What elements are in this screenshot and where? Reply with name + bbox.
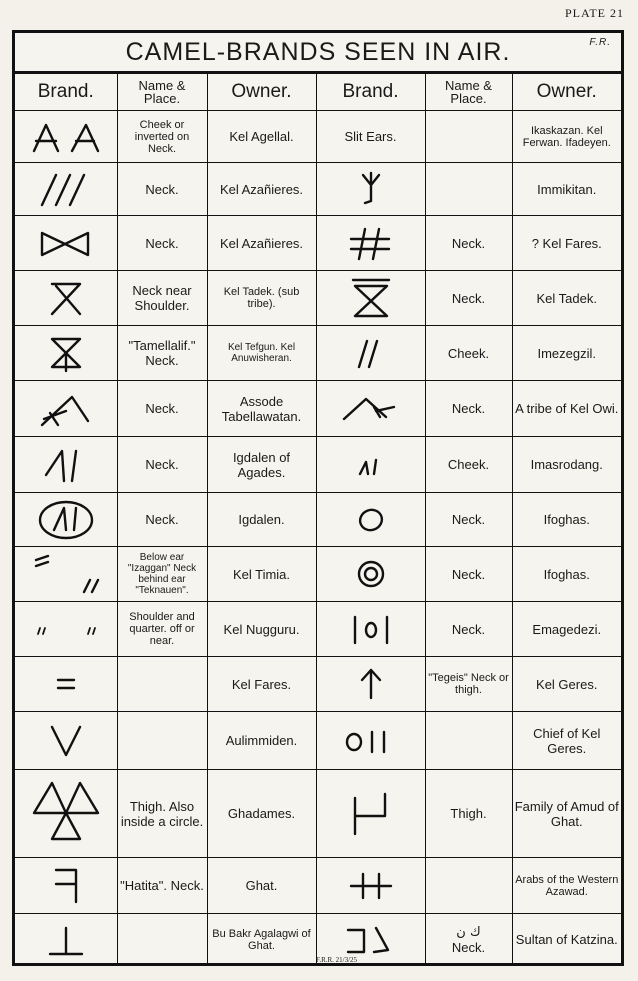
table-row — [15, 437, 621, 493]
header-row — [15, 74, 621, 111]
table-row — [15, 657, 621, 712]
table-cell: Emagedezi. — [512, 602, 621, 657]
brand-glyph-left — [15, 216, 117, 271]
table-cell: Ghadames. — [207, 770, 316, 858]
table-cell: Slit Ears. — [316, 111, 425, 163]
table-cell: Kel Tadek. (sub tribe). — [207, 271, 316, 326]
table-row — [15, 712, 621, 770]
table-cell: Neck. — [117, 437, 207, 493]
table-cell: Neck. — [117, 216, 207, 271]
brand-glyph-left — [15, 657, 117, 712]
table-cell: Thigh. — [425, 770, 512, 858]
brand-glyph-right — [316, 858, 425, 914]
table-cell: Kel Azañieres. — [207, 216, 316, 271]
table-cell: Kel Agellal. — [207, 111, 316, 163]
brand-glyph-left — [15, 712, 117, 770]
header-owner-right: Owner. — [512, 74, 621, 111]
brand-glyph-left — [15, 602, 117, 657]
table-cell: Bu Bakr Agalagwi of Ghat. — [207, 914, 316, 966]
brand-glyph-left — [15, 547, 117, 602]
table-cell: Immikitan. — [512, 163, 621, 216]
table-cell: Kel Fares. — [207, 657, 316, 712]
table-cell: Kel Geres. — [512, 657, 621, 712]
table-row — [15, 858, 621, 914]
header-brand-right: Brand. — [316, 74, 425, 111]
header-owner-left: Owner. — [207, 74, 316, 111]
table-cell: ? Kel Fares. — [512, 216, 621, 271]
table-cell: Cheek or inverted on Neck. — [117, 111, 207, 163]
brand-glyph-right — [316, 216, 425, 271]
table-cell: Family of Amud of Ghat. — [512, 770, 621, 858]
brand-glyph-left — [15, 326, 117, 381]
table-cell — [117, 712, 207, 770]
table-cell: A tribe of Kel Owi. — [512, 381, 621, 437]
table-cell: Imezegzil. — [512, 326, 621, 381]
brand-glyph-right — [316, 547, 425, 602]
table-cell: Kel Azañieres. — [207, 163, 316, 216]
brand-glyph-right — [316, 657, 425, 712]
artist-signature: F.R.R. 21/3/25 — [316, 956, 358, 964]
header-place-left: Name & Place. — [117, 74, 207, 111]
table-cell: Neck. — [425, 493, 512, 547]
table-cell: Cheek. — [425, 326, 512, 381]
brand-glyph-left — [15, 437, 117, 493]
brand-table-frame — [12, 30, 624, 966]
table-cell: Kel Tefgun. Kel Anuwisheran. — [207, 326, 316, 381]
table-cell: Kel Nugguru. — [207, 602, 316, 657]
brand-glyph-right — [316, 712, 425, 770]
brand-glyph-left — [15, 858, 117, 914]
table-row — [15, 163, 621, 216]
brand-glyph-right — [316, 381, 425, 437]
table-cell: Neck. — [425, 547, 512, 602]
table-cell: Sultan of Katzina. — [512, 914, 621, 966]
table-cell — [425, 858, 512, 914]
table-row — [15, 381, 621, 437]
artist-initials: F.R. — [589, 37, 611, 48]
brand-glyph-right — [316, 602, 425, 657]
table-cell — [425, 111, 512, 163]
table-row — [15, 216, 621, 271]
table-row — [15, 493, 621, 547]
brand-glyph-left — [15, 381, 117, 437]
table-cell: Neck. — [425, 602, 512, 657]
table-cell — [425, 163, 512, 216]
table-cell: Shoulder and quarter. off or near. — [117, 602, 207, 657]
plate-number: PLATE 21 — [565, 6, 624, 20]
table-cell: Below ear "Izaggan" Neck behind ear "Teknauen". — [117, 547, 207, 602]
table-row — [15, 271, 621, 326]
table-row — [15, 602, 621, 657]
table-cell: Neck. — [117, 493, 207, 547]
table-cell — [117, 657, 207, 712]
table-cell: Ikaskazan. Kel Ferwan. Ifadeyen. — [512, 111, 621, 163]
table-row — [15, 111, 621, 163]
brand-glyph-right — [316, 326, 425, 381]
header-place-right: Name & Place. — [425, 74, 512, 111]
table-cell: Thigh. Also inside a circle. — [117, 770, 207, 858]
table-cell — [117, 914, 207, 966]
table-cell: Igdalen of Agades. — [207, 437, 316, 493]
table-cell: Neck. — [425, 216, 512, 271]
table-cell: Assode Tabellawatan. — [207, 381, 316, 437]
arabic-mark: ك ن — [456, 924, 481, 940]
title-text: CAMEL-BRANDS SEEN IN AIR. — [125, 37, 511, 66]
brand-glyph-left — [15, 111, 117, 163]
brand-glyph-left — [15, 271, 117, 326]
table-cell: Neck near Shoulder. — [117, 271, 207, 326]
table-row — [15, 547, 621, 602]
table-cell: Chief of Kel Geres. — [512, 712, 621, 770]
table-cell: Imasrodang. — [512, 437, 621, 493]
brand-glyph-right — [316, 770, 425, 858]
table-cell: Kel Timia. — [207, 547, 316, 602]
table-cell: Neck. — [117, 163, 207, 216]
table-row — [15, 326, 621, 381]
table-cell — [425, 712, 512, 770]
brand-glyph-right — [316, 437, 425, 493]
table-cell — [425, 914, 512, 966]
table-cell: "Tegeis" Neck or thigh. — [425, 657, 512, 712]
brand-glyph-left — [15, 914, 117, 966]
table-row — [15, 770, 621, 858]
table-cell: Ghat. — [207, 858, 316, 914]
table-cell-text: Neck. — [451, 939, 486, 955]
table-cell: Ifoghas. — [512, 547, 621, 602]
brand-glyph-right — [316, 163, 425, 216]
table-cell: Cheek. — [425, 437, 512, 493]
brand-table — [15, 73, 621, 966]
table-cell: Arabs of the Western Azawad. — [512, 858, 621, 914]
table-cell: "Tamellalif." Neck. — [117, 326, 207, 381]
table-cell: Kel Tadek. — [512, 271, 621, 326]
header-brand-left: Brand. — [15, 74, 117, 111]
table-cell: "Hatita". Neck. — [117, 858, 207, 914]
page-title — [15, 33, 621, 73]
brand-glyph-left — [15, 163, 117, 216]
brand-glyph-right — [316, 493, 425, 547]
table-cell: Neck. — [425, 381, 512, 437]
brand-glyph-left — [15, 770, 117, 858]
table-cell: Ifoghas. — [512, 493, 621, 547]
brand-glyph-left — [15, 493, 117, 547]
table-cell: Neck. — [117, 381, 207, 437]
table-cell: Neck. — [425, 271, 512, 326]
table-cell: Aulimmiden. — [207, 712, 316, 770]
brand-glyph-right — [316, 271, 425, 326]
table-cell: Igdalen. — [207, 493, 316, 547]
